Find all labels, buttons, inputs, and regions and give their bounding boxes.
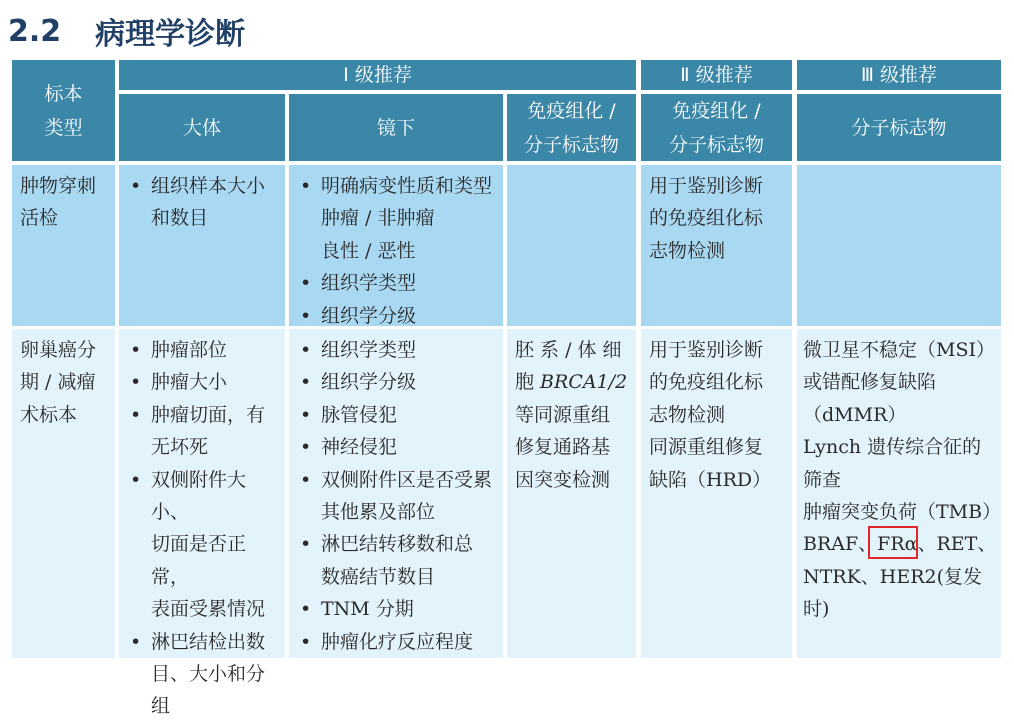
list-item: • 神经侵犯: [297, 431, 495, 463]
gene-name: BRCA1/2: [540, 371, 628, 394]
row1-ihc-marker-2: 用于鉴别诊断 的免疫组化标 志物检测: [641, 165, 792, 326]
row1-specimen-type: 肿物穿刺 活检: [12, 165, 115, 326]
row2-molecular-marker: 微卫星不稳定（MSI） 或错配修复缺陷 （dMMR） Lynch 遗传综合征的 筛查 肿瘤突变负荷（TMB） BRAF、FRα、RET、 NTRK、HER2(复发时): [797, 329, 1001, 658]
row2-gross: [119, 329, 285, 718]
header-ihc-marker-2: 免疫组化 / 分子标志物: [641, 94, 792, 161]
list-item: • 双侧附件区是否受累 其他累及部位: [297, 464, 495, 529]
header-specimen-type: 标本 类型: [12, 60, 115, 161]
header-level3: Ⅲ 级推荐: [797, 60, 1001, 90]
row1-molecular-marker: [797, 165, 1001, 326]
list-item: • 淋巴结转移数和总 数癌结节数目: [297, 528, 495, 593]
list-item: • TNM 分期: [297, 593, 495, 625]
header-level1: Ⅰ 级推荐: [119, 60, 636, 90]
section-number: 2.2: [8, 13, 62, 49]
header-level2: Ⅱ 级推荐: [641, 60, 792, 90]
list-item: • 肿瘤部位: [127, 334, 277, 366]
list-item: • 双侧附件大小、 切面是否正常， 表面受累情况: [127, 464, 277, 626]
list-item: • 组织学分级: [297, 300, 495, 332]
section-heading: 病理学诊断: [95, 17, 246, 52]
list-item: • 组织学类型: [297, 267, 495, 299]
list-item: • 肿瘤大小: [127, 366, 277, 398]
row2-microscopic: [289, 329, 503, 658]
list-item: • 组织样本大小 和数目: [127, 170, 277, 235]
fr-alpha-highlight-box: [868, 526, 918, 559]
list-item: • 组织学分级: [297, 366, 495, 398]
row1-ihc-marker-1: [507, 165, 636, 326]
row2-ihc-marker-1: 胚 系 / 体 细 胞 BRCA1/2 等同源重组 修复通路基 因突变检测: [507, 329, 636, 658]
row1-gross: [119, 165, 285, 326]
header-molecular-marker: 分子标志物: [797, 94, 1001, 161]
row2-ihc-marker-2: 用于鉴别诊断 的免疫组化标 志物检测 同源重组修复 缺陷（HRD）: [641, 329, 792, 658]
list-item: • 脉管侵犯: [297, 399, 495, 431]
list-item: • 明确病变性质和类型 肿瘤 / 非肿瘤 良性 / 恶性: [297, 170, 495, 267]
header-microscopic: 镜下: [289, 94, 503, 161]
list-item: • 淋巴结检出数 目、大小和分组: [127, 626, 277, 723]
header-gross: 大体: [119, 94, 285, 161]
list-item: • 肿瘤切面，有 无坏死: [127, 399, 277, 464]
row1-microscopic: [289, 165, 503, 326]
row2-specimen-type: 卵巢癌分 期 / 减瘤 术标本: [12, 329, 115, 658]
list-item: • 组织学类型: [297, 334, 495, 366]
header-ihc-marker-1: 免疫组化 / 分子标志物: [507, 94, 636, 161]
section-title: [8, 6, 245, 56]
list-item: • 肿瘤化疗反应程度: [297, 626, 495, 658]
